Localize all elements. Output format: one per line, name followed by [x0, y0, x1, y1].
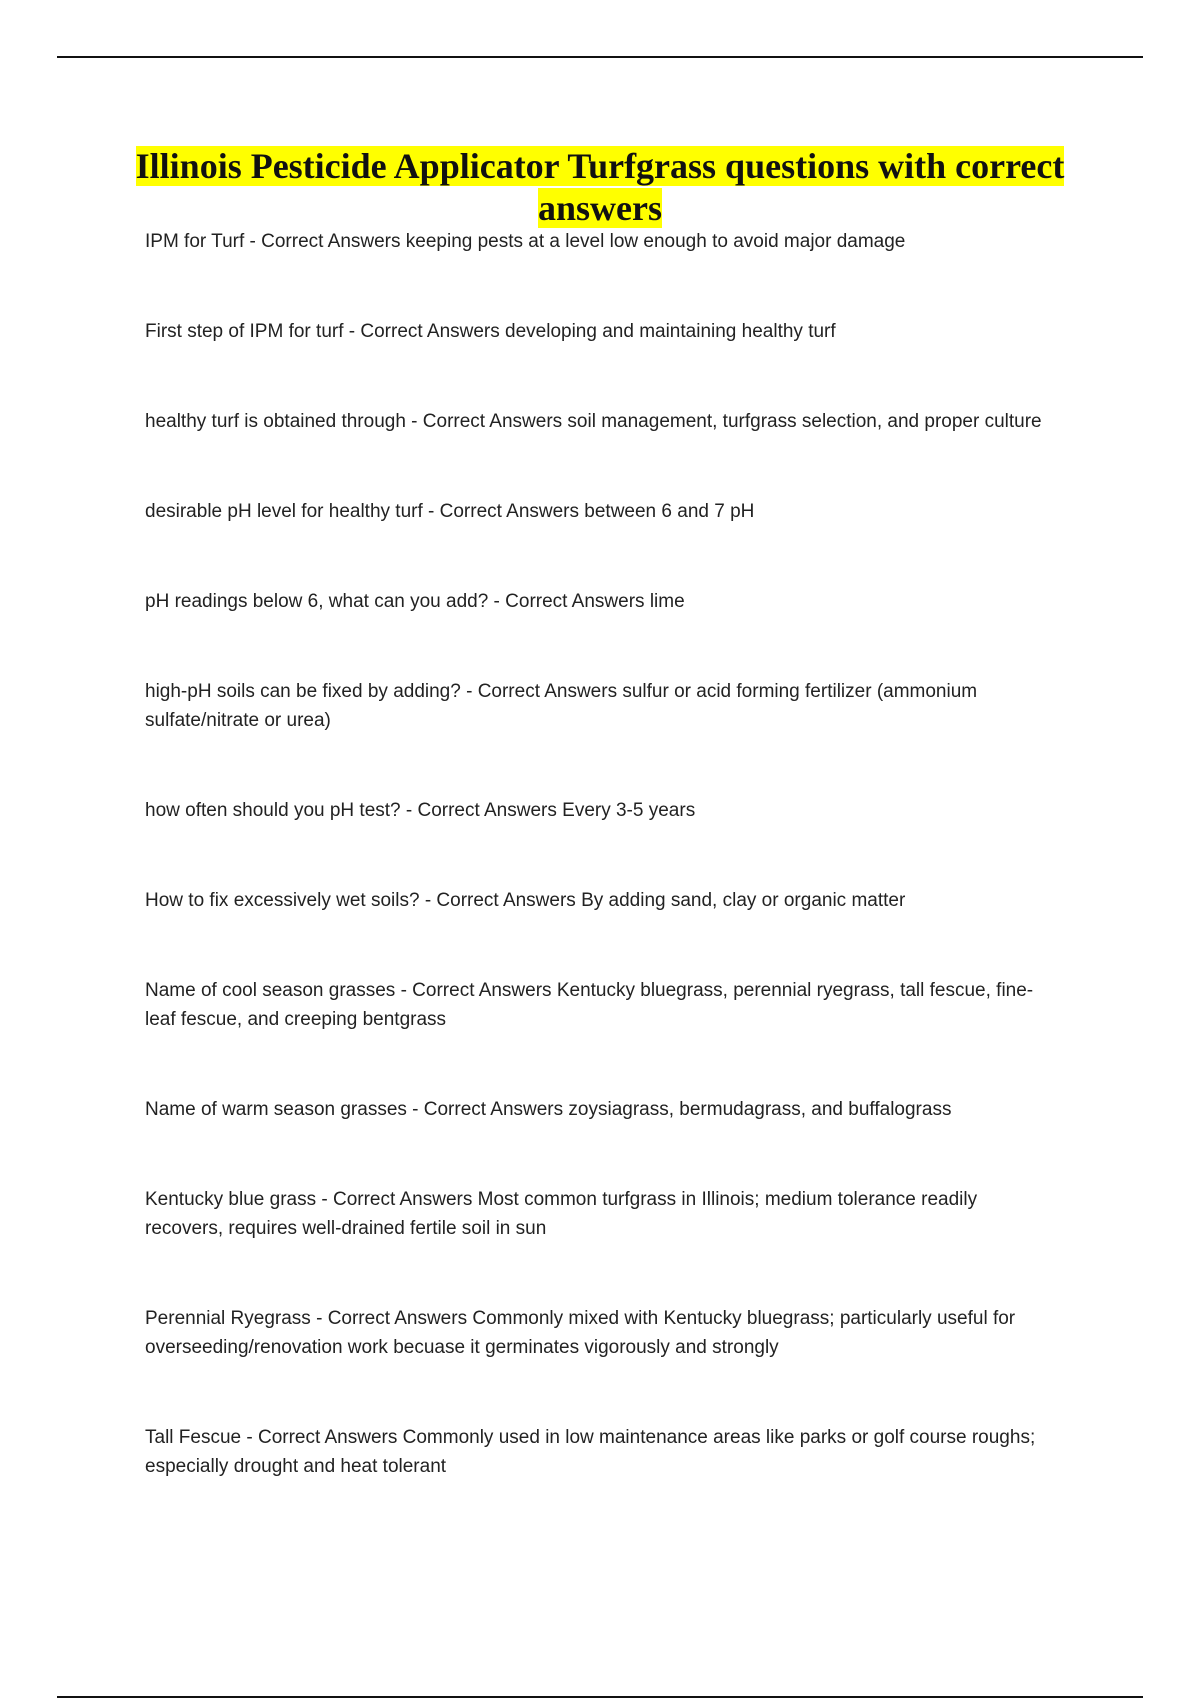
qa-item: healthy turf is obtained through - Correct Answers soil management, turfgrass selection, and proper culture [145, 411, 1042, 432]
qa-item: how often should you pH test? - Correct Answers Every 3-5 years [145, 800, 696, 821]
qa-item: desirable pH level for healthy turf - Correct Answers between 6 and 7 pH [145, 501, 755, 522]
qa-item: high-pH soils can be fixed by adding? - Correct Answers sulfur or acid forming fertilizer (ammonium sulfate/nitrate or urea) [145, 681, 978, 731]
title-block [100, 145, 1100, 229]
qa-item: How to fix excessively wet soils? - Correct Answers By adding sand, clay or organic matter [145, 890, 906, 911]
qa-item: Perennial Ryegrass - Correct Answers Commonly mixed with Kentucky bluegrass; particularly useful for overseeding/renovation work becuase it germinates vigorously and strongly [145, 1308, 1016, 1358]
qa-item: IPM for Turf - Correct Answers keeping pests at a level low enough to avoid major damage [145, 231, 906, 252]
footer-rule [57, 1696, 1143, 1698]
qa-item: Tall Fescue - Correct Answers Commonly used in low maintenance areas like parks or golf course roughs; especially drought and heat tolerant [145, 1427, 1036, 1477]
qa-item: Name of warm season grasses - Correct Answers zoysiagrass, bermudagrass, and buffalograss [145, 1099, 952, 1120]
qa-list [145, 227, 1045, 1542]
qa-item: Kentucky blue grass - Correct Answers Most common turfgrass in Illinois; medium tolerance readily recovers, requires well-drained fertile soil in sun [145, 1189, 978, 1239]
page-title: Illinois Pesticide Applicator Turfgrass questions with correct answers [135, 146, 1065, 228]
qa-item: pH readings below 6, what can you add? - Correct Answers lime [145, 591, 685, 612]
qa-item: Name of cool season grasses - Correct Answers Kentucky bluegrass, perennial ryegrass, tall fescue, fine-leaf fescue, and creeping bentgrass [145, 980, 1034, 1030]
qa-item: First step of IPM for turf - Correct Answers developing and maintaining healthy turf [145, 321, 836, 342]
header-rule [57, 56, 1143, 58]
